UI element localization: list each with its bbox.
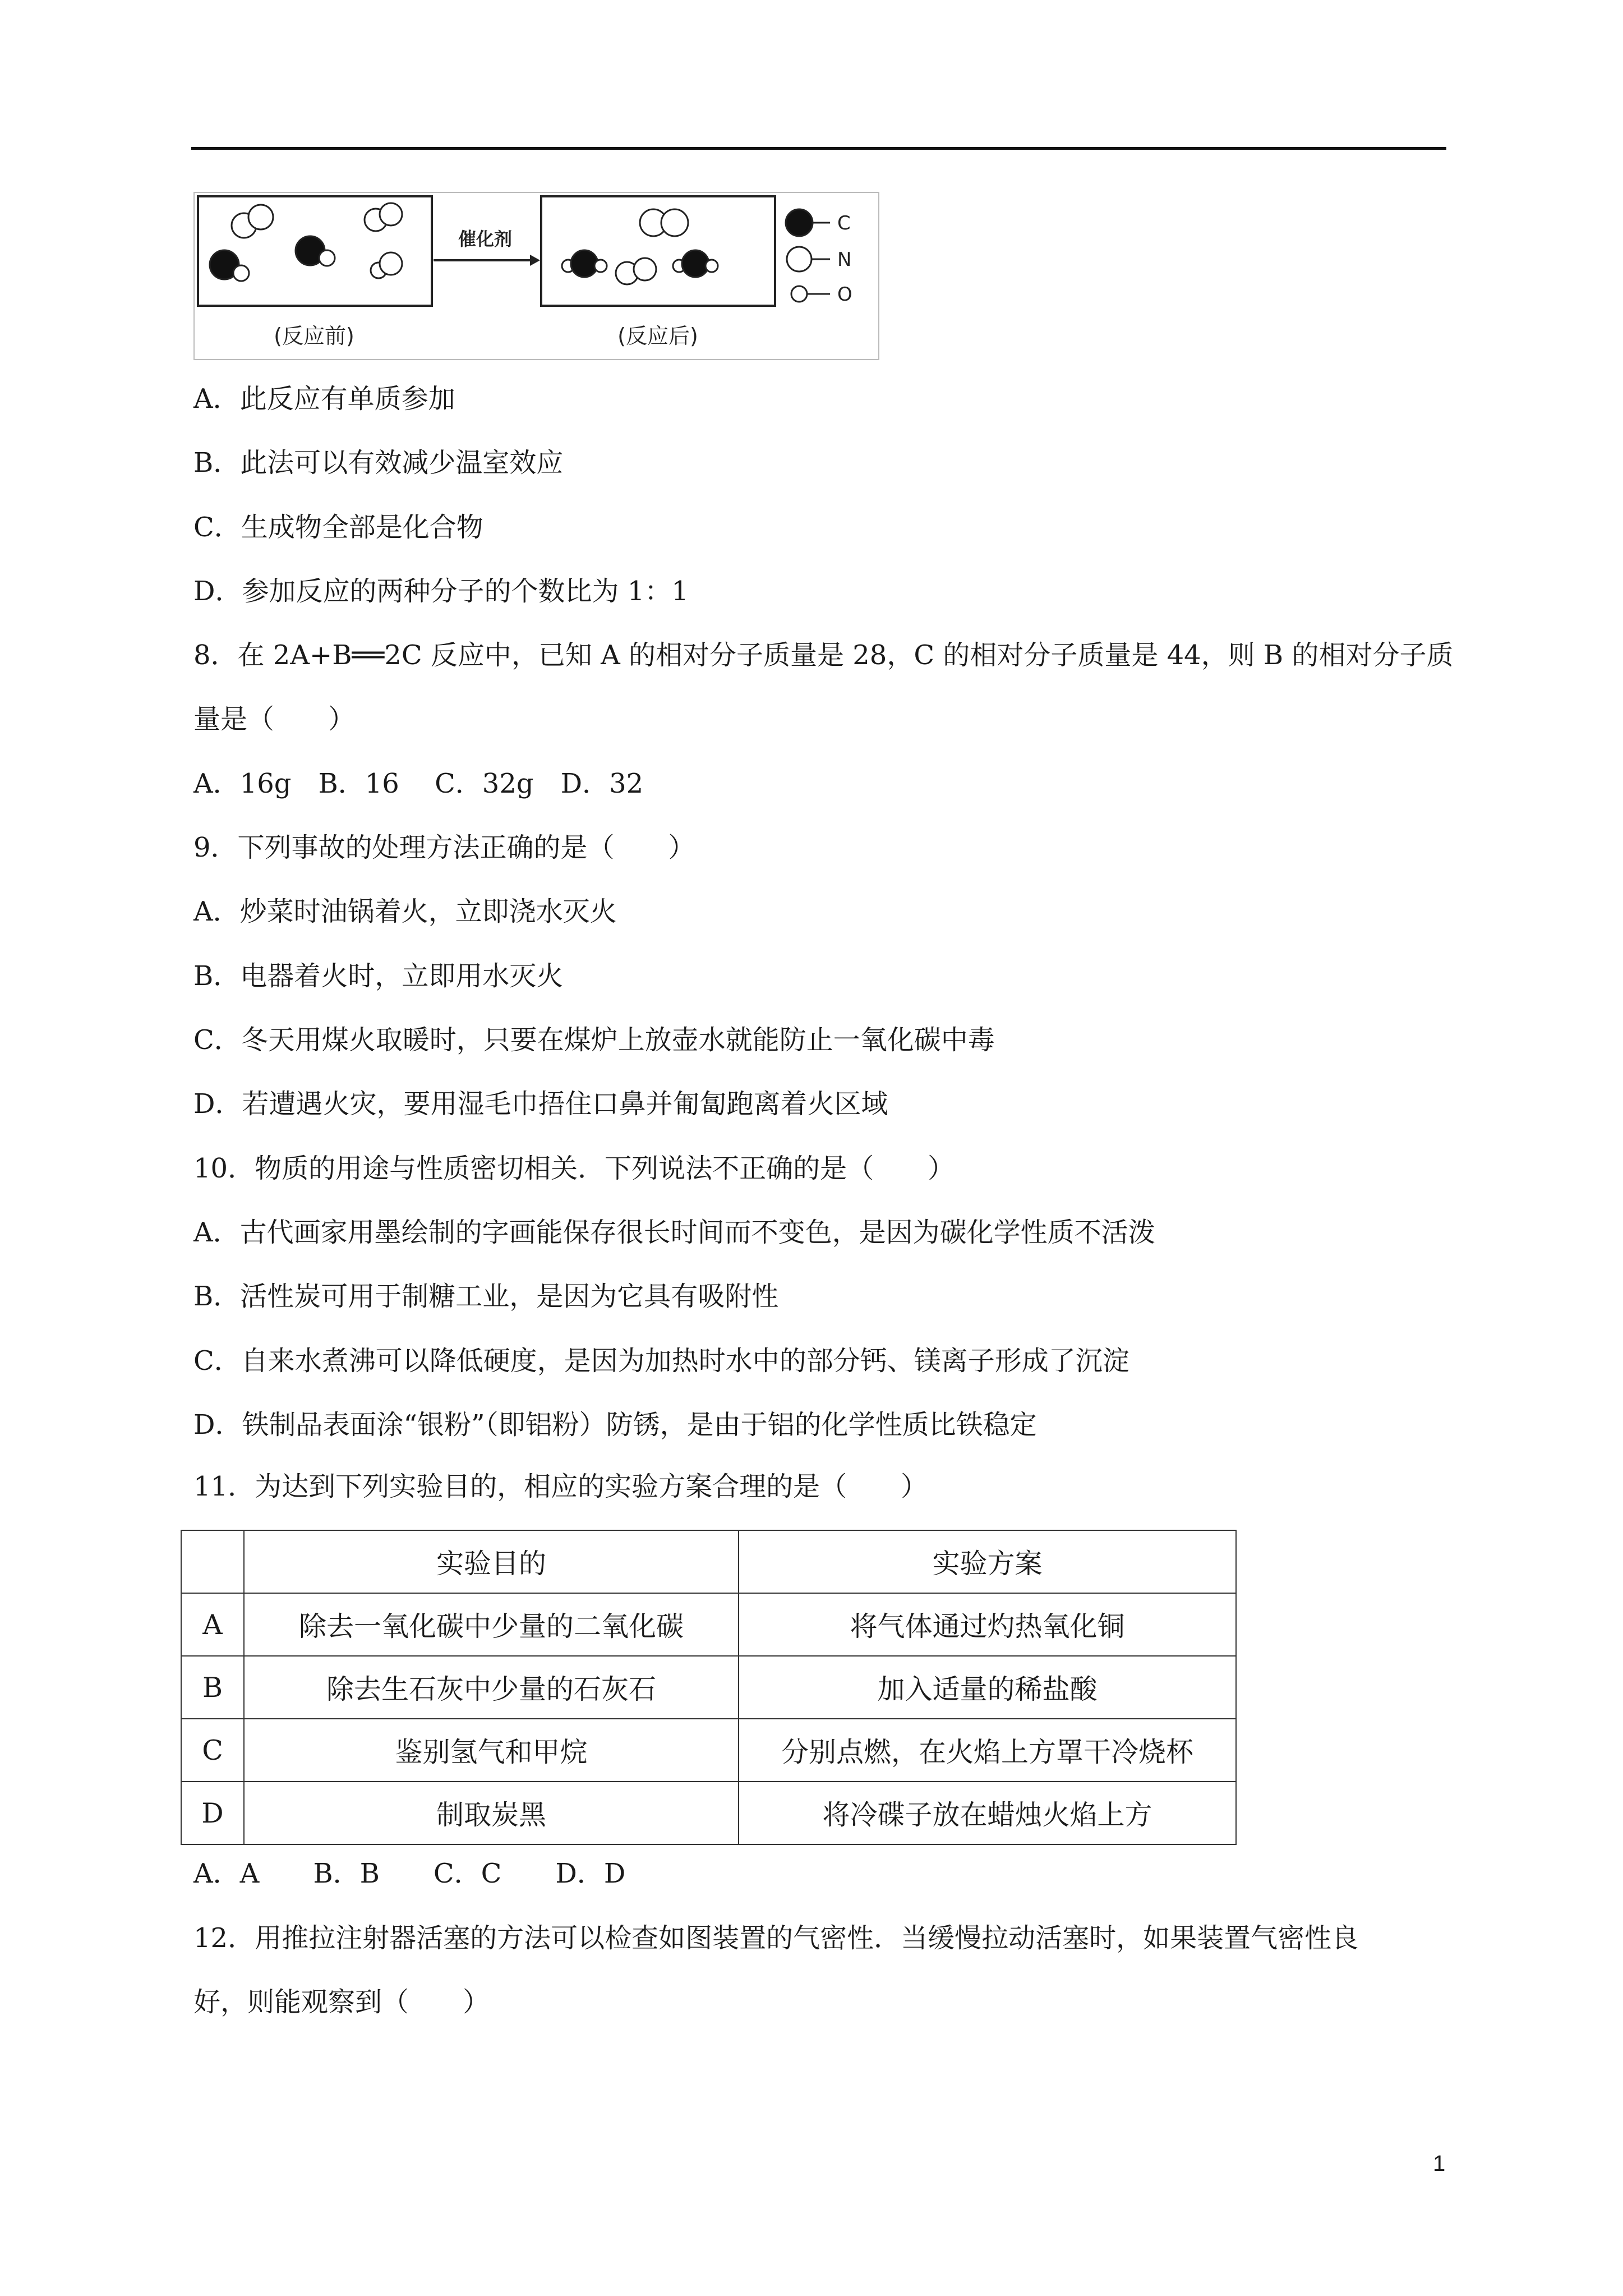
q9-option-c: C．冬天用煤火取暖时，只要在煤炉上放壶水就能防止一氧化碳中毒 <box>193 1024 995 1056</box>
table-header-cell: 实验目的 <box>244 1530 739 1593</box>
o-atom <box>380 203 402 226</box>
q10-option-d: D．铁制品表面涂“银粉”（即铝粉）防锈，是由于铝的化学性质比铁稳定 <box>193 1409 1037 1441</box>
q9-option-d: D．若遭遇火灾，要用湿毛巾捂住口鼻并匍匐跑离着火区域 <box>193 1088 888 1120</box>
table-header-row <box>181 1530 1236 1593</box>
q7-option-a: A．此反应有单质参加 <box>193 383 455 415</box>
table-cell: 将冷碟子放在蜡烛火焰上方 <box>739 1782 1236 1844</box>
table-cell: 除去一氧化碳中少量的二氧化碳 <box>244 1593 739 1656</box>
n-atom <box>661 209 688 236</box>
table-row <box>181 1719 1236 1782</box>
legend-n-symbol <box>787 247 811 272</box>
q8-stem-line2: 量是（ ） <box>193 703 356 735</box>
catalyst-label: 催化剂 <box>458 228 513 250</box>
q10-option-b: B．活性炭可用于制糖工业，是因为它具有吸附性 <box>193 1281 779 1312</box>
table-header-cell <box>181 1530 244 1593</box>
q9-option-a: A．炒菜时油锅着火，立即浇水灭火 <box>193 896 617 927</box>
arrow-head <box>530 255 540 266</box>
n-atom <box>248 205 273 229</box>
o-atom <box>319 250 335 266</box>
table-header-cell: 实验方案 <box>739 1530 1236 1593</box>
legend-o-symbol <box>791 286 807 302</box>
table-cell: 分别点燃，在火焰上方罩干冷烧杯 <box>739 1719 1236 1782</box>
n-atom <box>634 258 656 280</box>
legend-c-label: C <box>837 212 851 234</box>
q7-option-c: C．生成物全部是化合物 <box>193 512 483 543</box>
c-atom <box>682 250 709 277</box>
page-number: 1 <box>1433 2151 1446 2176</box>
q7-option-b: B．此法可以有效减少温室效应 <box>193 447 564 478</box>
legend-o-label: O <box>837 283 852 306</box>
q10-option-c: C．自来水煮沸可以降低硬度，是因为加热时水中的部分钙、镁离子形成了沉淀 <box>193 1345 1129 1377</box>
table-cell: 将气体通过灼热氧化铜 <box>739 1593 1236 1656</box>
table-cell: 加入适量的稀盐酸 <box>739 1656 1236 1719</box>
table-cell: D <box>181 1782 244 1844</box>
q9-option-b: B．电器着火时，立即用水灭火 <box>193 960 564 992</box>
q12-stem-line1: 12．用推拉注射器活塞的方法可以检查如图装置的气密性．当缓慢拉动活塞时，如果装置气密性良 <box>193 1922 1359 1954</box>
table-row <box>181 1656 1236 1719</box>
legend <box>786 209 830 302</box>
n-atom <box>380 252 402 275</box>
table-cell: B <box>181 1656 244 1719</box>
before-caption: (反应前) <box>274 324 354 348</box>
table-cell: 鉴别氢气和甲烷 <box>244 1719 739 1782</box>
o-atom <box>233 265 249 281</box>
experiment-table <box>181 1530 1237 1845</box>
before-molecules <box>210 203 402 281</box>
q9-stem: 9．下列事故的处理方法正确的是（ ） <box>193 832 695 863</box>
q10-stem: 10．物质的用途与性质密切相关．下列说法不正确的是（ ） <box>193 1153 955 1184</box>
after-caption: (反应后) <box>617 324 698 348</box>
q8-options: A．16g B．16 C．32g D．32 <box>193 768 644 799</box>
q11-stem: 11．为达到下列实验目的，相应的实验方案合理的是（ ） <box>193 1471 928 1502</box>
q8-stem-line1: 8．在 2A+B══2C 反应中，已知 A 的相对分子质量是 28，C 的相对分子质量是 44，则 B 的相对分子质 <box>193 639 1454 671</box>
o-atom <box>706 260 718 272</box>
q12-stem-line2: 好，则能观察到（ ） <box>193 1986 490 2018</box>
table-row <box>181 1782 1236 1844</box>
reaction-diagram <box>193 192 879 360</box>
table-cell: 除去生石灰中少量的石灰石 <box>244 1656 739 1719</box>
table-cell: 制取炭黑 <box>244 1782 739 1844</box>
legend-n-label: N <box>837 249 852 271</box>
o-atom <box>594 260 607 272</box>
table-row <box>181 1593 1236 1656</box>
header-rule <box>191 147 1446 150</box>
q10-option-a: A．古代画家用墨绘制的字画能保存很长时间而不变色，是因为碳化学性质不活泼 <box>193 1217 1155 1248</box>
after-molecules <box>562 209 718 284</box>
table-cell: C <box>181 1719 244 1782</box>
q7-option-d: D．参加反应的两种分子的个数比为 1：1 <box>193 576 689 607</box>
q11-options: A．A B．B C．C D．D <box>193 1858 626 1889</box>
table-cell: A <box>181 1593 244 1656</box>
c-atom <box>571 250 598 277</box>
legend-c-symbol <box>786 209 813 236</box>
